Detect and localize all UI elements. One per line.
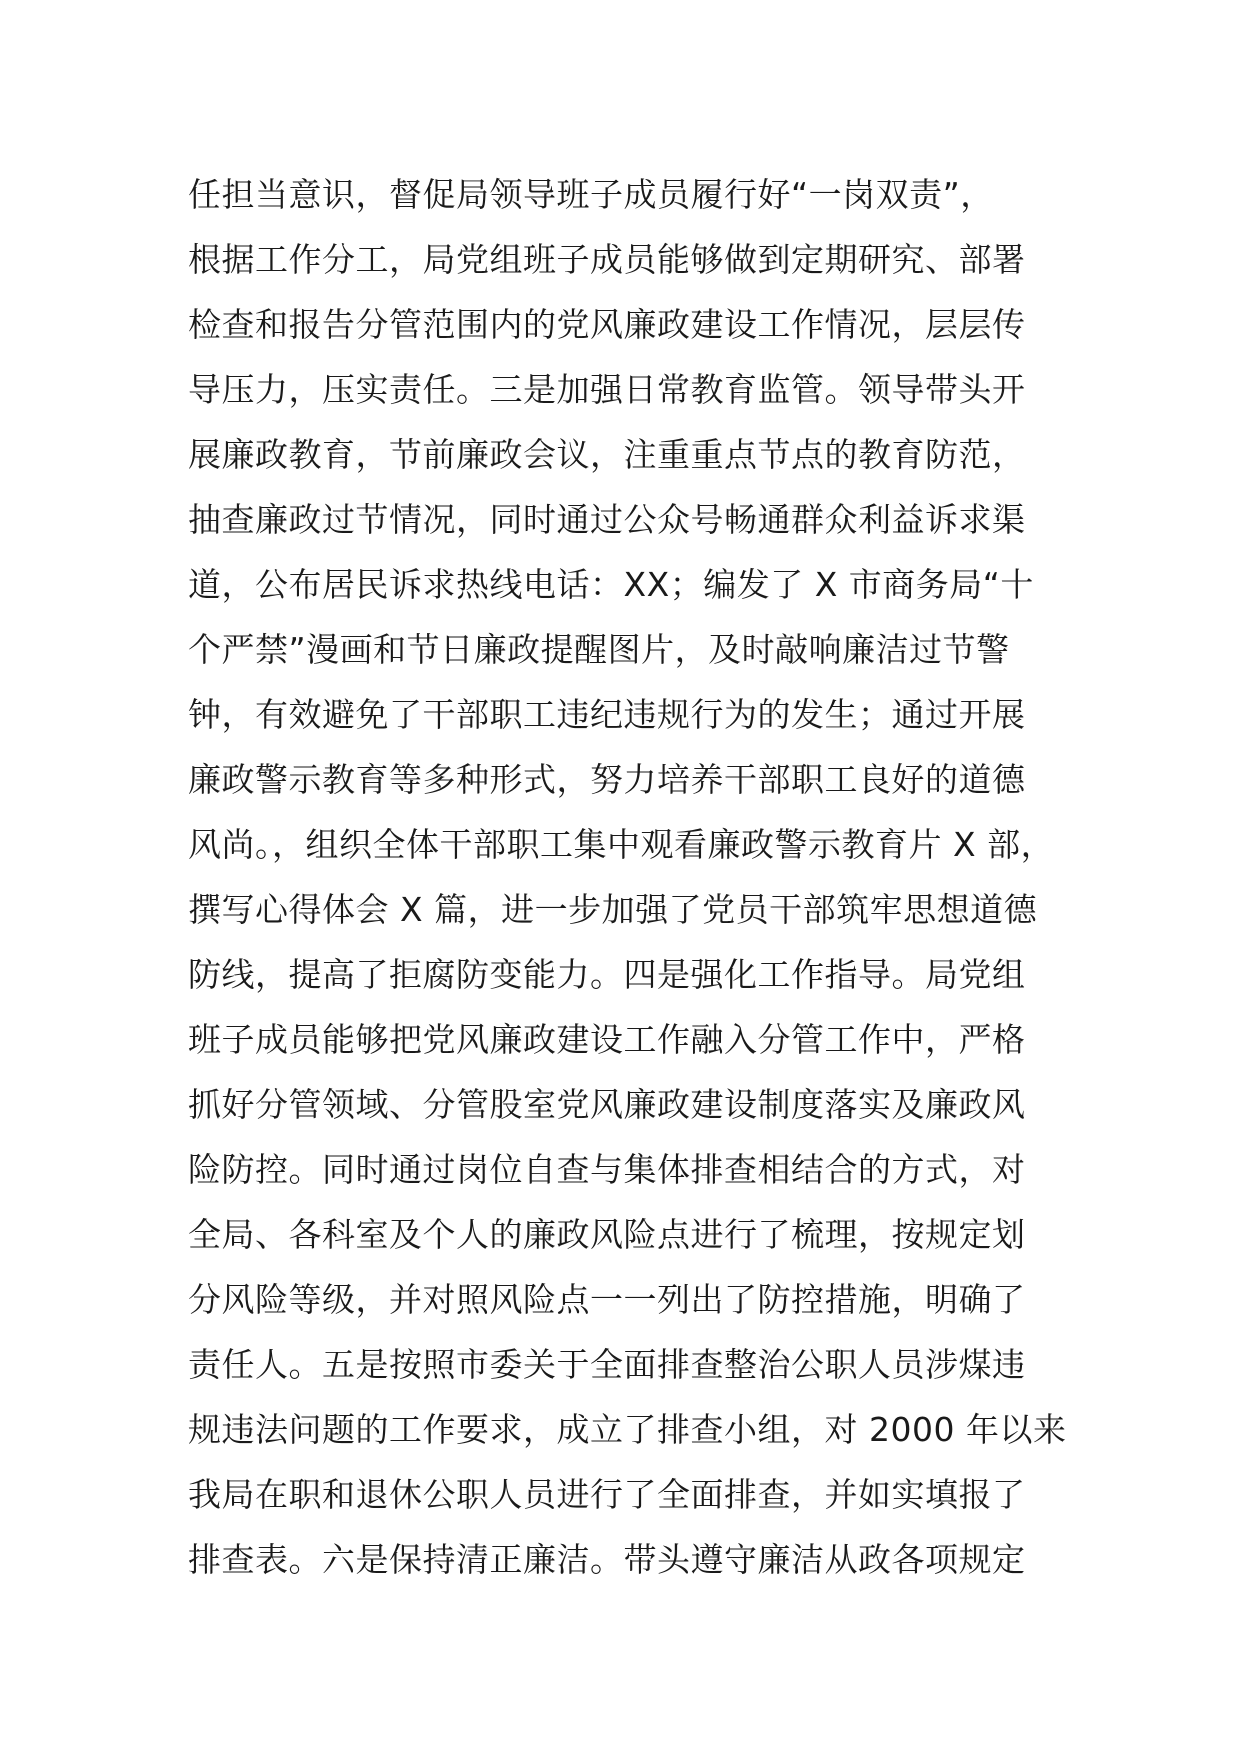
text-line: 险防控。同时通过岗位自查与集体排查相结合的方式，对 <box>188 1150 1026 1189</box>
text-line: 风尚。，组织全体干部职工集中观看廉政警示教育片 X 部， <box>188 825 1055 864</box>
text-line: 任担当意识，督促局领导班子成员履行好“一岗双责”， <box>188 175 994 214</box>
text-line: 导压力，压实责任。三是加强日常教育监管。领导带头开 <box>188 370 1026 409</box>
text-line: 抓好分管领域、分管股室党风廉政建设制度落实及廉政风 <box>188 1085 1026 1124</box>
text-line: 防线，提高了拒腐防变能力。四是强化工作指导。局党组 <box>188 955 1026 994</box>
text-line: 我局在职和退休公职人员进行了全面排查，并如实填报了 <box>188 1475 1026 1514</box>
body-paragraph <box>188 162 1108 1592</box>
text-line: 钟，有效避免了干部职工违纪违规行为的发生；通过开展 <box>188 695 1026 734</box>
text-line: 分风险等级，并对照风险点一一列出了防控措施，明确了 <box>188 1280 1026 1319</box>
text-line: 全局、各科室及个人的廉政风险点进行了梳理，按规定划 <box>188 1215 1026 1254</box>
text-line: 检查和报告分管范围内的党风廉政建设工作情况，层层传 <box>188 305 1026 344</box>
text-line: 责任人。五是按照市委关于全面排查整治公职人员涉煤违 <box>188 1345 1026 1384</box>
text-line: 排查表。六是保持清正廉洁。带头遵守廉洁从政各项规定 <box>188 1540 1026 1579</box>
text-line: 规违法问题的工作要求，成立了排查小组，对 2000 年以来 <box>188 1410 1067 1449</box>
text-line: 道，公布居民诉求热线电话：XX；编发了 X 市商务局“十 <box>188 565 1034 604</box>
text-line: 展廉政教育，节前廉政会议，注重重点节点的教育防范， <box>188 435 1026 474</box>
text-line: 廉政警示教育等多种形式，努力培养干部职工良好的道德 <box>188 760 1026 799</box>
text-line: 班子成员能够把党风廉政建设工作融入分管工作中，严格 <box>188 1020 1026 1059</box>
text-line: 抽查廉政过节情况，同时通过公众号畅通群众利益诉求渠 <box>188 500 1026 539</box>
text-line: 个严禁”漫画和节日廉政提醒图片，及时敲响廉洁过节警 <box>188 630 1010 669</box>
text-line: 根据工作分工，局党组班子成员能够做到定期研究、部署 <box>188 240 1026 279</box>
text-line: 撰写心得体会 X 篇，进一步加强了党员干部筑牢思想道德 <box>188 890 1038 929</box>
